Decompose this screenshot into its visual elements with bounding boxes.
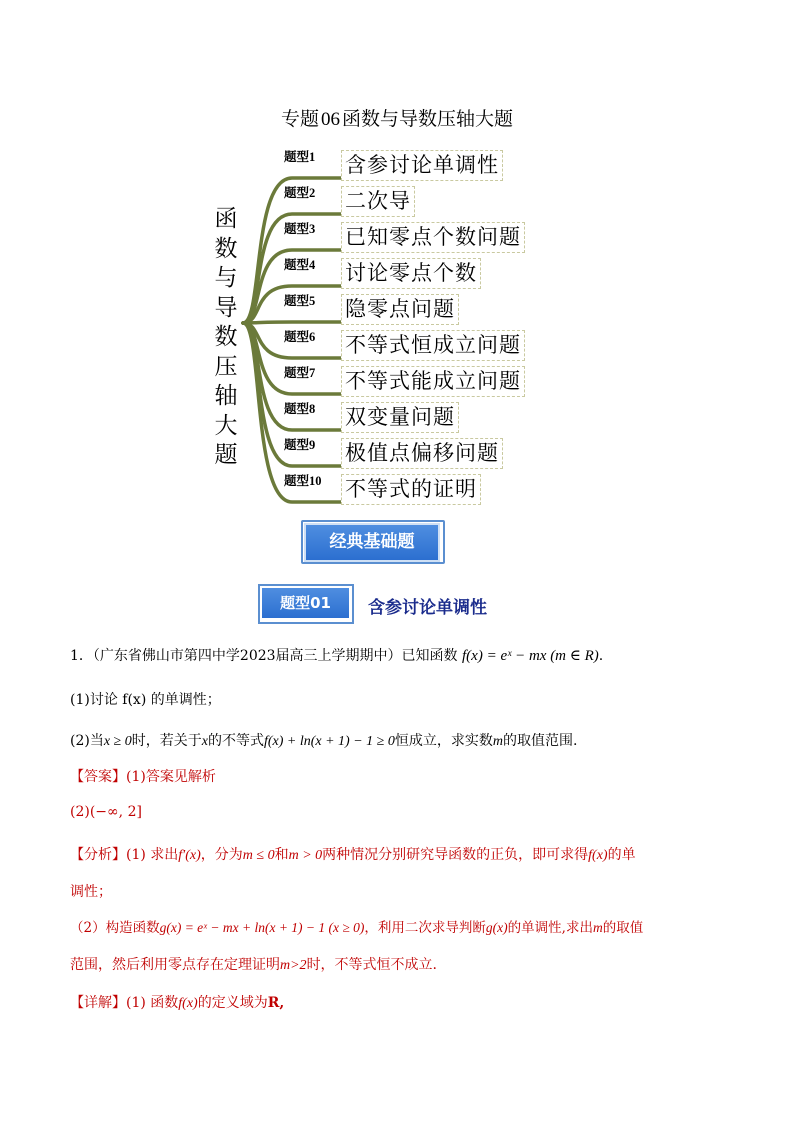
part2-variable: x [201, 734, 208, 749]
topic-tag: 题型4 [284, 258, 316, 272]
detail-text: 的定义域为 [197, 995, 268, 1011]
part2-condition: x ≥ 0 [103, 734, 132, 749]
analysis-construct: g(x) = eˣ − mx + ln(x + 1) − 1 (x ≥ 0) [159, 920, 365, 935]
topic-tag: 题型5 [284, 294, 316, 308]
analysis-text: 的取值 [602, 920, 644, 936]
topic-label: 不等式能成立问题 [341, 366, 525, 397]
detail-function: f(x) [178, 996, 198, 1011]
analysis-line3 [70, 918, 643, 938]
type-name: 含参讨论单调性 [368, 598, 487, 618]
analysis-function: f(x) [588, 848, 608, 863]
answer-tag: 【答案】 [70, 769, 126, 785]
problem-function: f(x) = eˣ − mx (m ∈ R) [462, 648, 599, 664]
section-badge-label: 经典基础题 [306, 525, 438, 560]
detail-text: (1) 函数 [126, 995, 179, 1011]
root-char: 数 [214, 235, 238, 262]
analysis-case2: m > 0 [288, 848, 323, 863]
root-char: 与 [214, 265, 238, 291]
problem-part1: (1)讨论 f(x) 的单调性； [70, 692, 221, 708]
topic-label: 双变量问题 [341, 402, 459, 433]
part2-param: m [492, 734, 503, 749]
analysis-text: （2）构造函数 [70, 920, 160, 936]
answer-line1 [70, 767, 216, 787]
detail-domain: R, [267, 995, 285, 1011]
analysis-text: 时，不等式恒不成立. [306, 957, 438, 973]
part2-text: 恒成立，求实数 [394, 733, 493, 749]
answer-part2: (2)(−∞, 2] [70, 804, 142, 820]
analysis-text: 的单 [607, 847, 636, 863]
part2-text: 的取值范围. [502, 733, 578, 749]
analysis-g: g(x) [485, 920, 508, 935]
analysis-text: 范围，然后利用零点存在定理证明 [70, 957, 280, 973]
analysis-derivative: f′(x) [178, 848, 201, 863]
problem-stem [70, 646, 603, 666]
title-part-b: 06 [321, 109, 340, 130]
topic-label: 二次导 [341, 186, 415, 217]
part2-text: (2)当 [70, 733, 104, 749]
topic-tag: 题型3 [284, 222, 316, 236]
topic-tag: 题型1 [284, 150, 316, 164]
section-badge [301, 520, 443, 564]
topic-label: 隐零点问题 [341, 294, 459, 325]
topic-label: 不等式恒成立问题 [341, 330, 525, 361]
title-part-c: 函数与导数压轴大题 [342, 109, 514, 130]
topic-label: 已知零点个数问题 [341, 222, 525, 253]
analysis-m: m [592, 920, 603, 935]
analysis-line1 [70, 845, 636, 866]
answer-part1: (1)答案见解析 [126, 769, 216, 785]
topic-tag: 题型10 [284, 474, 322, 488]
root-char: 函 [214, 206, 238, 232]
analysis-text: ，分为 [200, 847, 243, 863]
type-badge [258, 584, 353, 624]
analysis-text: 两种情况分别研究导函数的正负，即可求得 [322, 847, 589, 863]
topic-tag: 题型6 [284, 330, 316, 344]
part2-text: 的不等式 [207, 733, 264, 749]
analysis-case1: m ≤ 0 [242, 848, 275, 863]
analysis-tag: 【分析】 [70, 847, 126, 863]
root-char: 轴 [214, 383, 238, 409]
title-part-a: 专题 [280, 109, 319, 130]
topic-label: 不等式的证明 [341, 474, 481, 505]
analysis-text: 的单调性,求出 [507, 920, 593, 936]
root-char: 压 [214, 353, 238, 380]
type-badge-label: 题型01 [262, 588, 349, 618]
problem-end: . [598, 648, 604, 664]
analysis-line4 [70, 955, 437, 976]
topic-tag: 题型8 [284, 402, 316, 416]
analysis-text: (1) 求出 [126, 847, 179, 863]
topic-tag: 题型2 [284, 186, 316, 200]
problem-prefix: 1．（广东省佛山市第四中学2023届高三上学期期中）已知函数 [70, 648, 458, 664]
detail-line1 [70, 993, 284, 1014]
problem-part2 [70, 731, 577, 752]
part2-inequality: f(x) + ln(x + 1) − 1 ≥ 0 [263, 734, 395, 749]
topic-tag: 题型7 [284, 366, 316, 380]
detail-tag: 【详解】 [70, 995, 126, 1011]
analysis-line2: 调性； [70, 884, 112, 900]
root-char: 题 [214, 442, 238, 468]
mindmap-branch [243, 322, 341, 323]
topic-label: 讨论零点个数 [341, 258, 481, 289]
topic-tag: 题型9 [284, 438, 316, 452]
topic-label: 极值点偏移问题 [341, 438, 503, 469]
analysis-text: 和 [274, 847, 289, 863]
root-char: 导 [214, 294, 238, 321]
topic-label: 含参讨论单调性 [341, 150, 503, 181]
root-char: 大 [214, 412, 238, 439]
root-char: 数 [214, 324, 238, 350]
analysis-cond: m>2 [280, 958, 307, 973]
analysis-text: ，利用二次求导判断 [364, 920, 486, 936]
part2-text: 时，若关于 [131, 733, 202, 749]
